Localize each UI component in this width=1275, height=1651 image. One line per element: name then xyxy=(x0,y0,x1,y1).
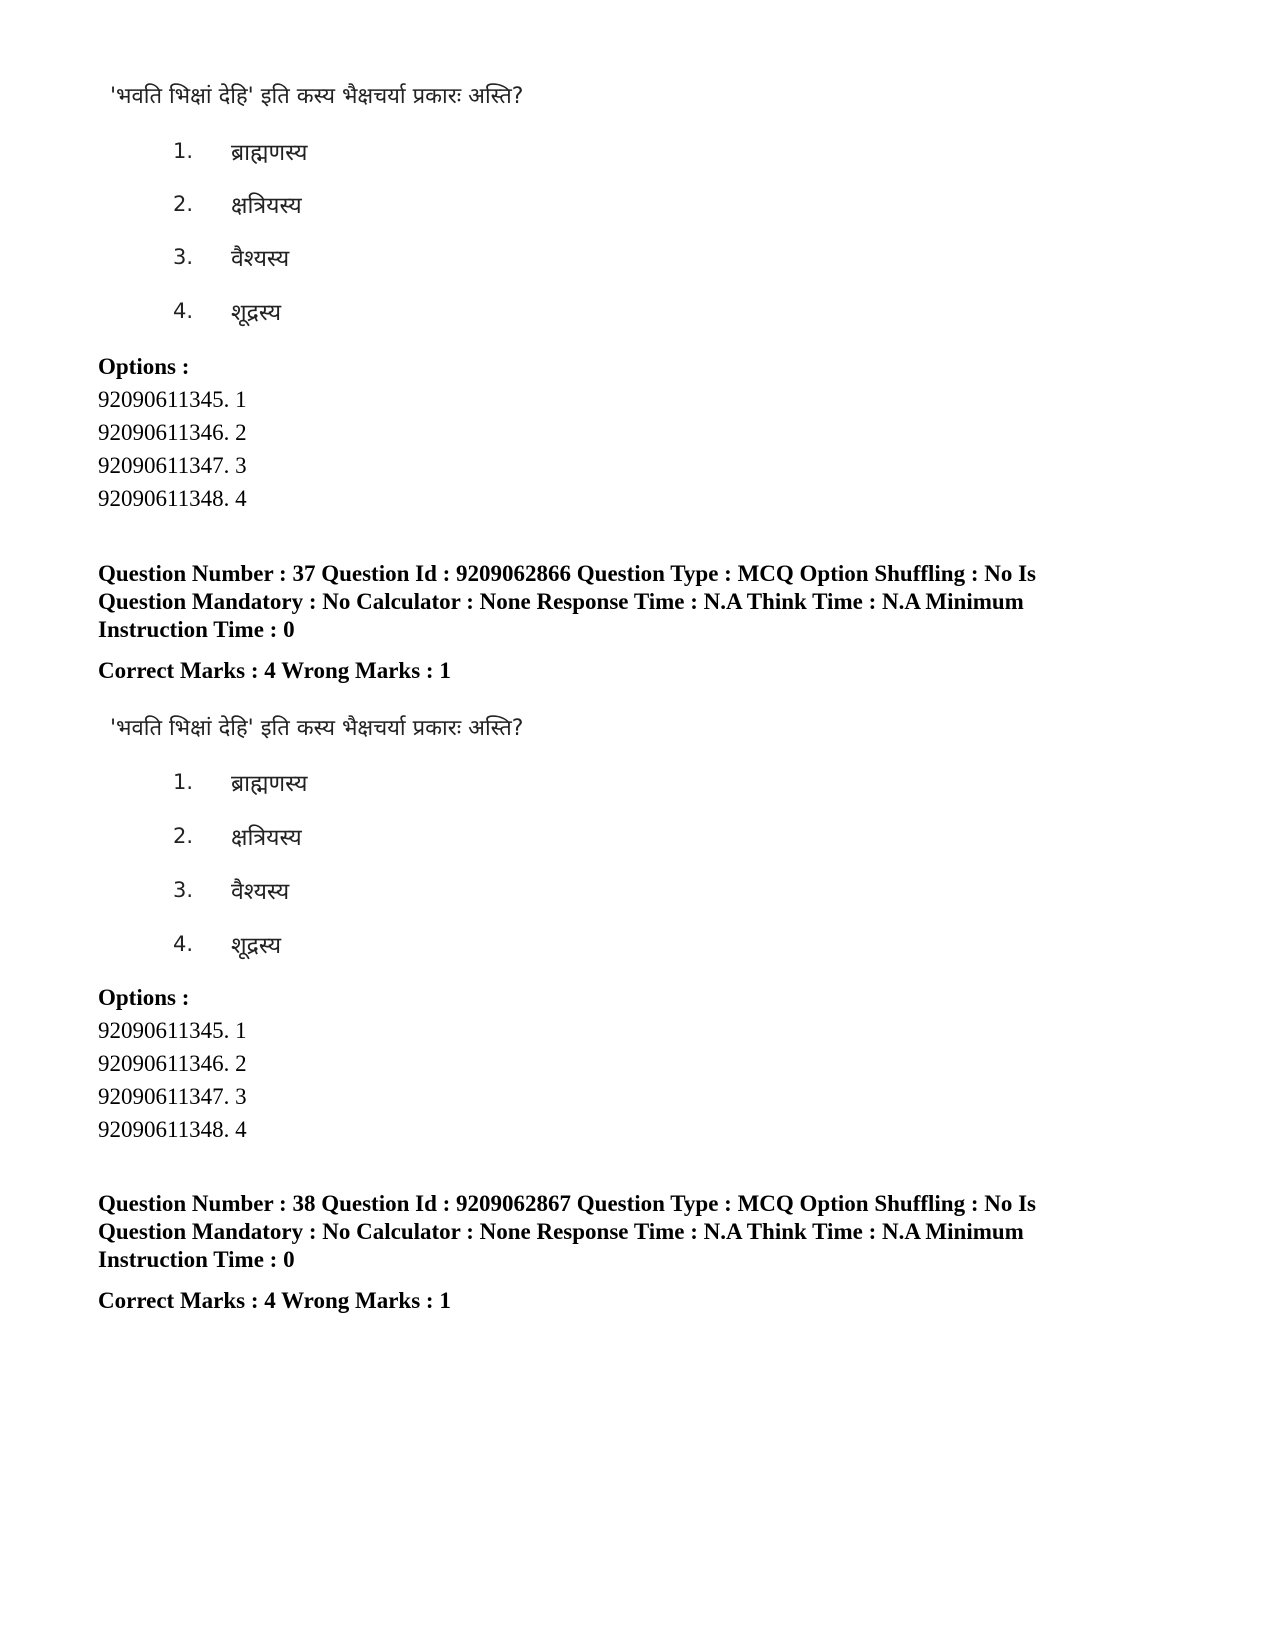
choice-number: 3. xyxy=(173,878,194,902)
marks-line: Correct Marks : 4 Wrong Marks : 1 xyxy=(98,658,451,683)
choice-text: क्षत्रियस्य xyxy=(231,193,302,219)
choice-item xyxy=(173,136,307,166)
choice-number: 4. xyxy=(173,932,194,956)
question-meta-line: Question Mandatory : No Calculator : None Response Time : N.A Think Time : N.A Minimum xyxy=(98,589,1024,614)
option-line: 92090611345. 1 xyxy=(98,1018,247,1043)
choice-text: क्षत्रियस्य xyxy=(231,825,302,851)
choice-number: 2. xyxy=(173,824,194,848)
question-meta-line: Instruction Time : 0 xyxy=(98,617,295,642)
question-meta-line: Question Number : 37 Question Id : 9209062866 Question Type : MCQ Option Shuffling : No Is xyxy=(98,561,1037,586)
choice-text: वैश्यस्य xyxy=(231,879,290,905)
choice-item xyxy=(173,821,302,851)
options-heading: Options : xyxy=(98,354,190,379)
option-line: 92090611348. 4 xyxy=(98,486,247,511)
question-meta xyxy=(98,1190,1178,1274)
choice-item xyxy=(173,242,289,272)
choice-item xyxy=(173,189,302,219)
option-line: 92090611346. 2 xyxy=(98,1051,247,1076)
choice-number: 2. xyxy=(173,192,194,216)
question-meta xyxy=(98,560,1178,644)
choice-number: 3. xyxy=(173,245,194,269)
question-text: 'भवति भिक्षां देहि' इति कस्य भैक्षचर्या प्रकारः अस्ति? xyxy=(110,84,524,109)
question-text: 'भवति भिक्षां देहि' इति कस्य भैक्षचर्या प्रकारः अस्ति? xyxy=(110,716,524,741)
option-line: 92090611346. 2 xyxy=(98,420,247,445)
option-line: 92090611347. 3 xyxy=(98,1084,247,1109)
choice-text: ब्राह्मणस्य xyxy=(231,140,308,166)
choice-number: 1. xyxy=(173,139,194,163)
choice-number: 1. xyxy=(173,770,194,794)
choice-item xyxy=(173,929,281,959)
choice-number: 4. xyxy=(173,299,194,323)
options-heading: Options : xyxy=(98,985,190,1010)
choice-text: वैश्यस्य xyxy=(231,246,290,272)
question-meta-line: Instruction Time : 0 xyxy=(98,1247,295,1272)
choice-item xyxy=(173,767,307,797)
marks-line: Correct Marks : 4 Wrong Marks : 1 xyxy=(98,1288,451,1313)
choice-text: ब्राह्मणस्य xyxy=(231,771,308,797)
option-line: 92090611345. 1 xyxy=(98,387,247,412)
choice-item xyxy=(173,875,289,905)
option-line: 92090611347. 3 xyxy=(98,453,247,478)
choice-item xyxy=(173,296,281,326)
question-meta-line: Question Mandatory : No Calculator : None Response Time : N.A Think Time : N.A Minimum xyxy=(98,1219,1024,1244)
option-line: 92090611348. 4 xyxy=(98,1117,247,1142)
choice-text: शूद्रस्य xyxy=(231,933,282,959)
choice-text: शूद्रस्य xyxy=(231,300,282,326)
question-meta-line: Question Number : 38 Question Id : 9209062867 Question Type : MCQ Option Shuffling : No Is xyxy=(98,1191,1037,1216)
